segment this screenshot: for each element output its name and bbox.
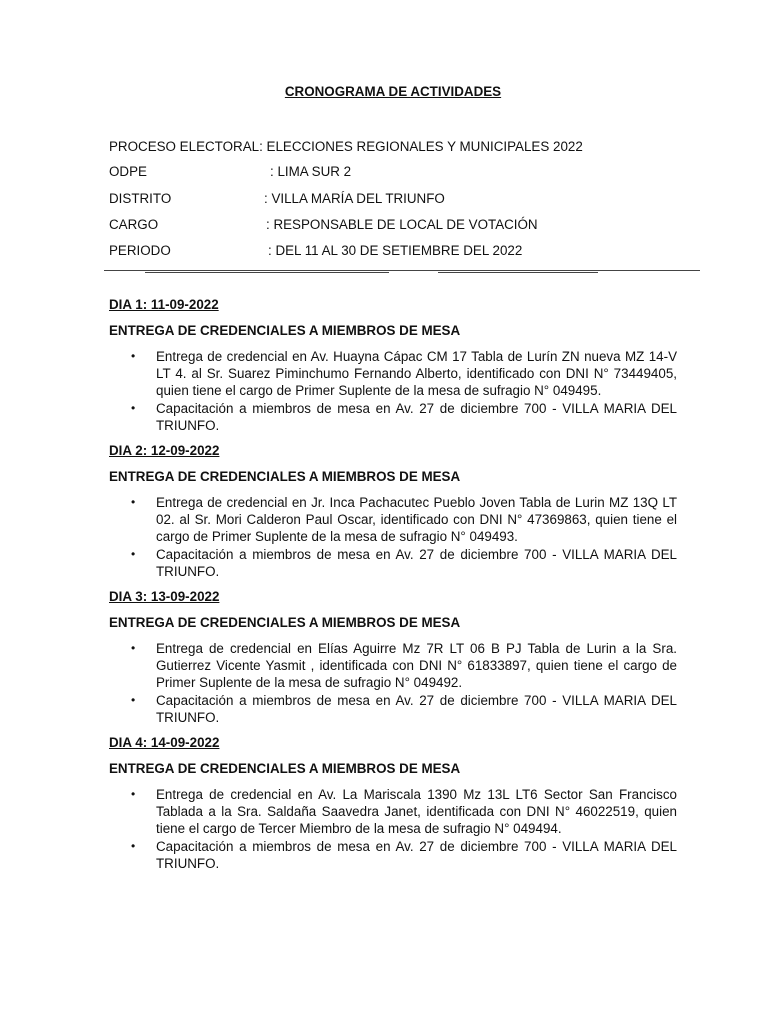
day-section bbox=[109, 442, 677, 580]
header-label: PROCESO ELECTORAL: ELECCIONES REGIONALES Y MUNICIPALES 2022 bbox=[109, 139, 583, 154]
header-divider bbox=[104, 270, 700, 271]
schedule-content bbox=[109, 296, 677, 872]
day-section bbox=[109, 734, 677, 872]
list-item bbox=[109, 838, 677, 872]
item-text: Capacitación a miembros de mesa en Av. 27 de diciembre 700 - VILLA MARIA DEL TRIUNFO. bbox=[156, 692, 677, 725]
item-text: Capacitación a miembros de mesa en Av. 27 de diciembre 700 - VILLA MARIA DEL TRIUNFO. bbox=[156, 400, 677, 433]
bullet-icon: • bbox=[131, 400, 136, 415]
item-text: Entrega de credencial en Jr. Inca Pachacutec Pueblo Joven Tabla de Lurin MZ 13Q LT 02. al Sr. Mori Calderon Paul Oscar, identificado con DNI N° 47369863, quien tiene el cargo de Primer Suplente de la mesa de sufragio N° 049493. bbox=[156, 495, 677, 545]
header-divider-shadow bbox=[145, 272, 389, 273]
activity-list bbox=[109, 494, 677, 580]
day-title: DIA 2: 12-09-2022 bbox=[109, 443, 220, 459]
header-value: : VILLA MARÍA DEL TRIUNFO bbox=[264, 191, 445, 206]
header-value: : RESPONSABLE DE LOCAL DE VOTACIÓN bbox=[266, 217, 538, 232]
document-title: CRONOGRAMA DE ACTIVIDADES bbox=[284, 84, 502, 99]
day-subtitle: ENTREGA DE CREDENCIALES A MIEMBROS DE MESA bbox=[109, 323, 461, 338]
bullet-icon: • bbox=[131, 495, 136, 510]
header-label: DISTRITO bbox=[109, 191, 172, 206]
list-item bbox=[109, 546, 677, 580]
item-text: Capacitación a miembros de mesa en Av. 27 de diciembre 700 - VILLA MARIA DEL TRIUNFO. bbox=[156, 546, 677, 579]
header-divider-shadow bbox=[438, 272, 598, 273]
bullet-icon: • bbox=[131, 349, 136, 363]
day-subtitle: ENTREGA DE CREDENCIALES A MIEMBROS DE MESA bbox=[109, 761, 461, 777]
bullet-icon: • bbox=[131, 787, 136, 802]
list-item bbox=[109, 786, 677, 838]
item-text: Entrega de credencial en Av. La Mariscala 1390 Mz 13L LT6 Sector San Francisco Tablada a la Sra. Saldaña Saavedra Janet, identificada con DNI N° 46022519, quien tiene el cargo de Tercer Miembro de la mesa de sufragio N° 049494. bbox=[156, 787, 677, 837]
list-item bbox=[109, 494, 677, 546]
day-section bbox=[109, 296, 677, 434]
day-title: DIA 3: 13-09-2022 bbox=[109, 589, 220, 605]
header-label: CARGO bbox=[109, 217, 159, 232]
header-label: ODPE bbox=[109, 164, 147, 179]
bullet-icon: • bbox=[131, 692, 136, 707]
day-subtitle: ENTREGA DE CREDENCIALES A MIEMBROS DE MESA bbox=[109, 615, 461, 631]
header-value: : LIMA SUR 2 bbox=[270, 164, 352, 179]
list-item bbox=[109, 640, 677, 692]
header-label: PERIODO bbox=[109, 243, 171, 258]
item-text: Entrega de credencial en Elías Aguirre Mz 7R LT 06 B PJ Tabla de Lurin a la Sra. Gutierrez Vicente Yasmit , identificada con DNI N° 61833897, quien tiene el cargo de Primer Suplente de la mesa de sufragio N° 049492. bbox=[156, 641, 677, 691]
day-section bbox=[109, 588, 677, 726]
day-subtitle: ENTREGA DE CREDENCIALES A MIEMBROS DE MESA bbox=[109, 469, 461, 485]
activity-list bbox=[109, 786, 677, 872]
item-text: Entrega de credencial en Av. Huayna Cápac CM 17 Tabla de Lurín ZN nueva MZ 14-V LT 4. al Sr. Suarez Piminchumo Fernando Alberto, identificado con DNI N° 73449405, quien tiene el cargo de Primer Suplente de la mesa de sufragio N° 049495. bbox=[156, 349, 677, 399]
day-title: DIA 1: 11-09-2022 bbox=[109, 297, 219, 312]
list-item bbox=[109, 400, 677, 434]
header-value: : DEL 11 AL 30 DE SETIEMBRE DEL 2022 bbox=[268, 243, 523, 258]
bullet-icon: • bbox=[131, 546, 136, 561]
day-title: DIA 4: 14-09-2022 bbox=[109, 735, 220, 751]
bullet-icon: • bbox=[131, 838, 136, 853]
list-item bbox=[109, 348, 677, 400]
bullet-icon: • bbox=[131, 641, 136, 656]
list-item bbox=[109, 692, 677, 726]
activity-list bbox=[109, 640, 677, 726]
activity-list bbox=[109, 348, 677, 434]
item-text: Capacitación a miembros de mesa en Av. 27 de diciembre 700 - VILLA MARIA DEL TRIUNFO. bbox=[156, 838, 677, 871]
